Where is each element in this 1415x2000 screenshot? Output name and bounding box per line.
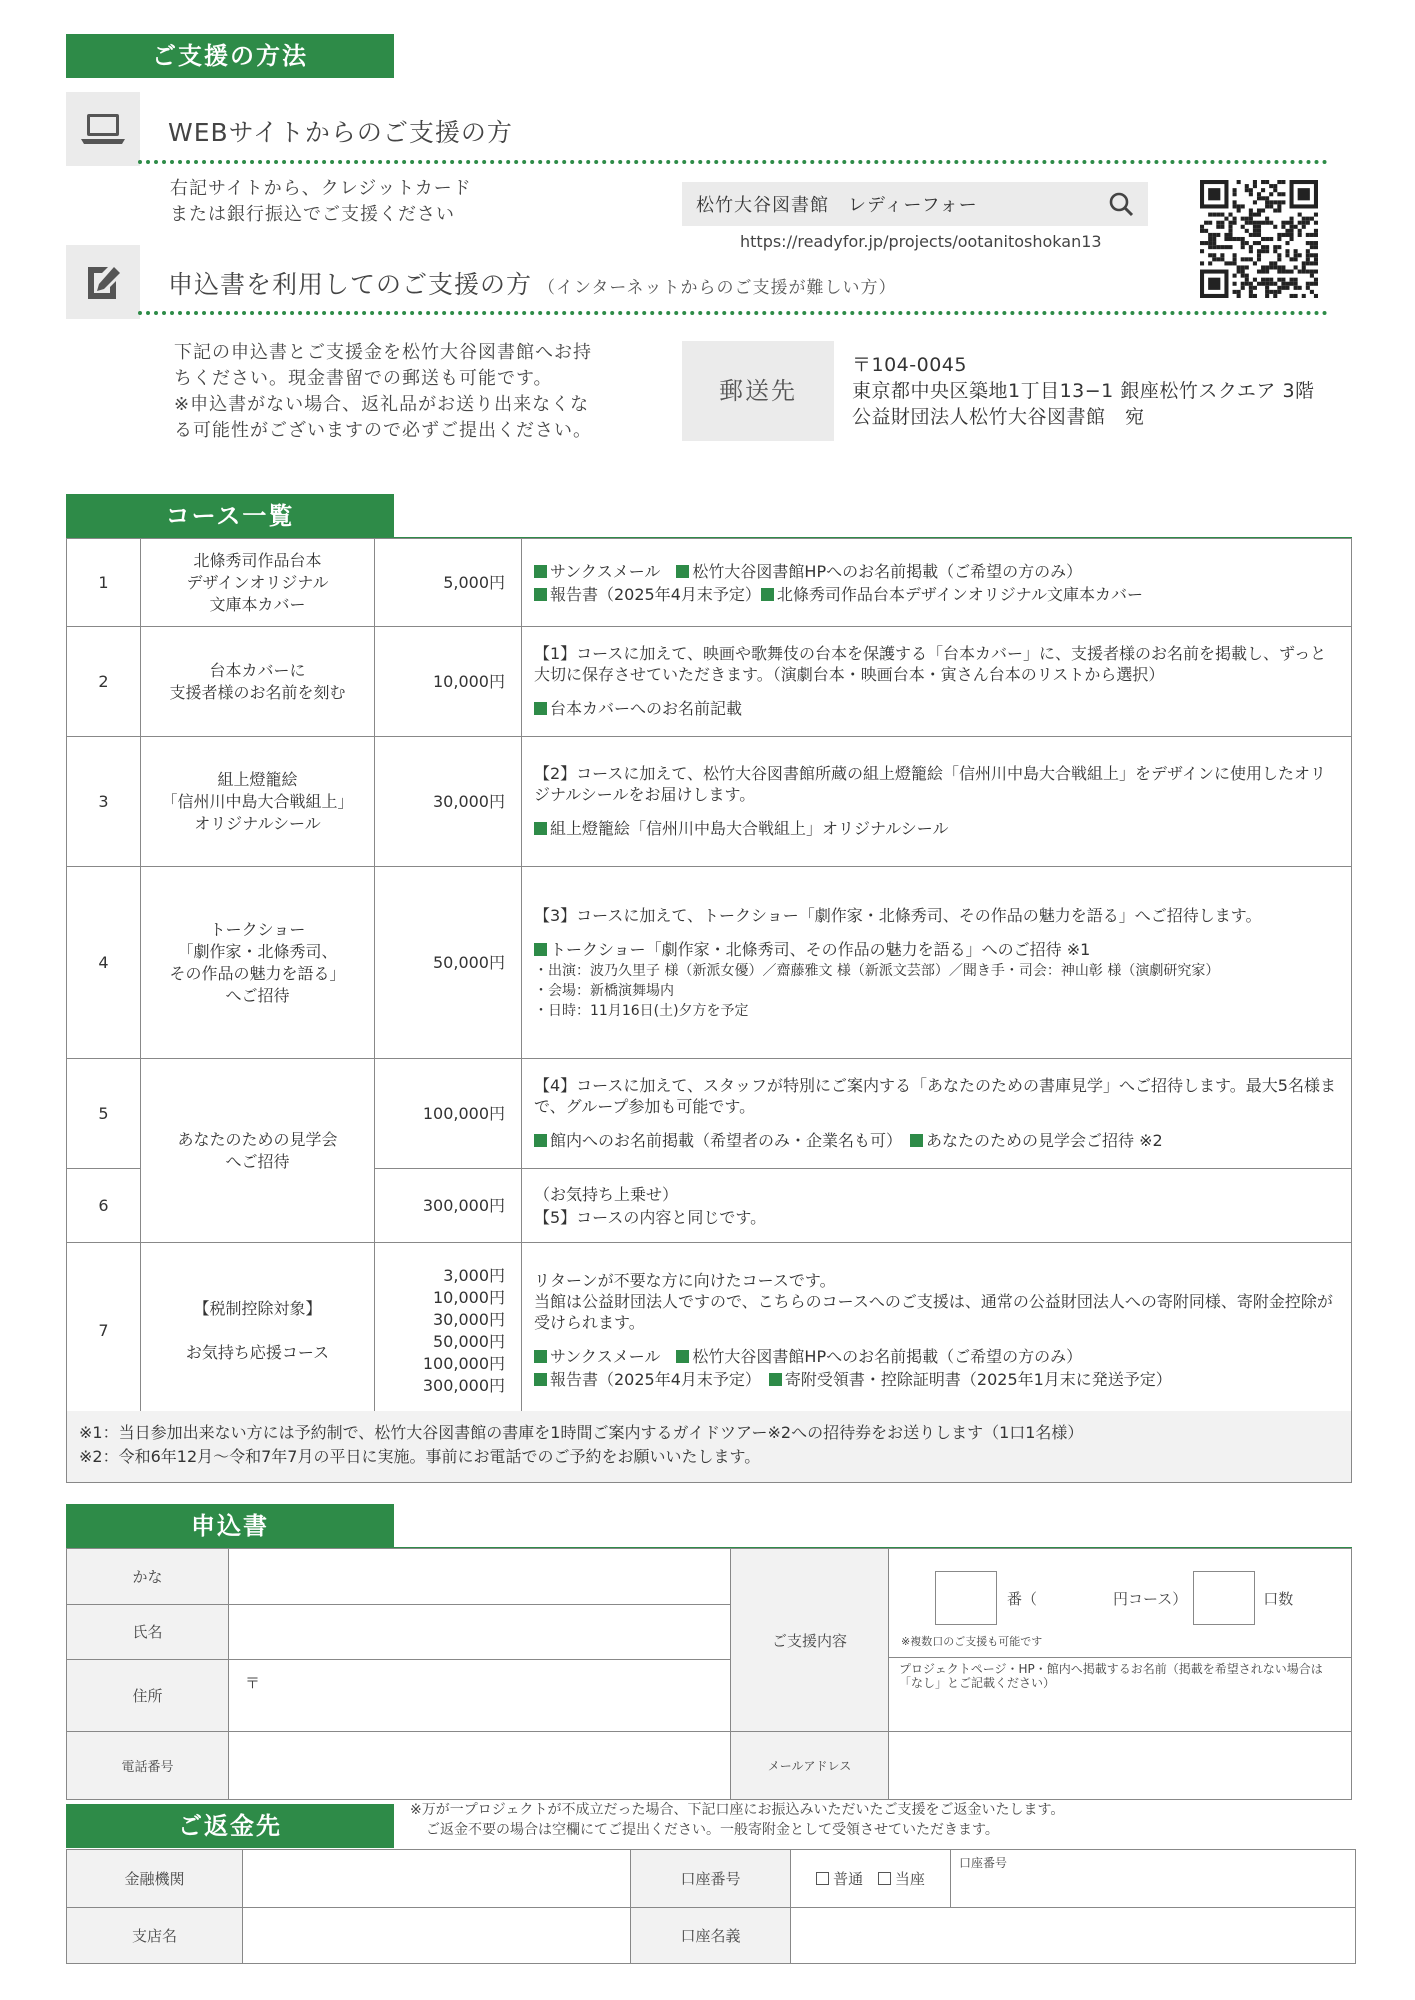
course-name: 【税制控除対象】 お気持ち応援コース	[141, 1243, 375, 1419]
course-number: 2	[67, 627, 141, 737]
course-row-3	[67, 737, 1352, 867]
course-description: リターンが不要な方に向けたコースです。 当館は公益財団法人ですので、こちらのコースへのご支援は、通常の公益財団法人への寄附同様、寄附金控除が受けられます。 サンクスメール 松竹大谷図書館HPへのお名前掲載（ご希望の方のみ） 報告書（2025年4月末予定） 寄附受領書・控除証明書（2025年1月末に発送予定）	[522, 1243, 1352, 1419]
course-row-1	[67, 539, 1352, 627]
address-label: 住所	[67, 1660, 229, 1732]
section-header-application: 申込書	[66, 1504, 394, 1548]
mailing-address	[852, 352, 1315, 430]
kana-field[interactable]	[229, 1549, 731, 1605]
course-name: 台本カバーに 支援者様のお名前を刻む	[141, 627, 375, 737]
mail-support-title: 申込書を利用してのご支援の方 （インターネットからのご支援が難しい方）	[168, 270, 897, 299]
laptop-icon	[79, 109, 127, 149]
course-price: 100,000円	[375, 1059, 522, 1169]
course-number: 3	[67, 737, 141, 867]
course-price: 10,000円	[375, 627, 522, 737]
unit-count-box[interactable]	[1193, 1571, 1255, 1625]
dotted-divider	[138, 160, 1328, 164]
course-row-4	[67, 867, 1352, 1059]
recipient-line: 公益財団法人松竹大谷図書館 宛	[852, 406, 1145, 428]
course-description: 【4】コースに加えて、スタッフが特別にご案内する「あなたのための書庫見学」へご招待します。最大5名様まで、グループ参加も可能です。 館内へのお名前掲載（希望者のみ・企業名も可） あなたのための見学会ご招待 ※2	[522, 1059, 1352, 1169]
phone-field[interactable]	[229, 1732, 731, 1800]
course-number: 5	[67, 1059, 141, 1169]
course-number: 1	[67, 539, 141, 627]
course-number-box[interactable]	[935, 1571, 997, 1625]
course-row-5	[67, 1059, 1352, 1169]
address-field[interactable]: 〒	[229, 1660, 731, 1732]
phone-label: 電話番号	[67, 1732, 229, 1800]
section-header-course-list: コース一覧	[66, 494, 394, 538]
search-icon[interactable]	[1108, 191, 1134, 217]
note-2: ※2：令和6年12月～令和7年7月の平日に実施。事前にお電話でのご予約をお願いいたします。	[79, 1447, 761, 1466]
search-bar[interactable]	[682, 182, 1148, 226]
futsu-checkbox[interactable]	[816, 1872, 829, 1885]
course-table	[66, 538, 1352, 1419]
dotted-divider	[138, 311, 1328, 315]
bank-field[interactable]	[243, 1850, 631, 1908]
course-notes	[66, 1411, 1352, 1483]
branch-field[interactable]	[243, 1908, 631, 1964]
account-holder-field[interactable]	[791, 1908, 1356, 1964]
course-description: サンクスメール 松竹大谷図書館HPへのお名前掲載（ご希望の方のみ） 報告書（2025年4月末予定） 北條秀司作品台本デザインオリジナル文庫本カバー	[522, 539, 1352, 627]
address-line: 東京都中央区築地1丁目13−1 銀座松竹スクエア 3階	[852, 380, 1315, 402]
branch-label: 支店名	[67, 1908, 243, 1964]
project-url[interactable]: https://readyfor.jp/projects/ootanitoshokan13	[740, 232, 1102, 251]
course-price: 30,000円	[375, 737, 522, 867]
course-number: 4	[67, 867, 141, 1059]
account-number-field[interactable]: 口座番号	[951, 1850, 1356, 1908]
course-row-2	[67, 627, 1352, 737]
pen-form-icon	[80, 259, 126, 305]
account-type-options: 普通 当座	[791, 1850, 951, 1908]
web-support-description: 右記サイトから、クレジットカード または銀行振込でご支援ください	[170, 178, 472, 225]
refund-form	[66, 1849, 1356, 1964]
form-icon-box	[66, 245, 140, 319]
course-price-list: 3,000円 10,000円 30,000円 50,000円 100,000円 300,000円	[375, 1243, 522, 1419]
qr-code	[1200, 180, 1318, 298]
course-description: 【1】コースに加えて、映画や歌舞伎の台本を保護する「台本カバー」に、支援者様のお名前を掲載し、ずっと大切に保存させていただきます。（演劇台本・映画台本・寅さん台本のリストから選択） 台本カバーへのお名前記載	[522, 627, 1352, 737]
mail-support-description: 下記の申込書とご支援金を松竹大谷図書館へお持 ちください。現金書留での郵送も可能です。 ※申込書がない場合、返礼品がお送り出来なくな る可能性がございますので必ずご提出ください。	[174, 342, 592, 441]
note-1: ※1：当日参加出来ない方には予約制で、松竹大谷図書館の書庫を1時間ご案内するガイドツアー※2への招待券をお送りします（1口1名様）	[79, 1423, 1084, 1442]
course-number: 7	[67, 1243, 141, 1419]
course-select-row: 番（ 円コース） 口数	[889, 1549, 1351, 1629]
refund-note: ※万が一プロジェクトが不成立だった場合、下記口座にお振込みいただいたご支援をご返金いたします。 ご返金不要の場合は空欄にてご提出ください。一般寄附金として受領させていただきます。	[410, 1802, 1065, 1838]
search-text: 松竹大谷図書館 レディーフォー	[696, 195, 978, 216]
support-content-label: ご支援内容	[731, 1549, 889, 1732]
course-description: 【2】コースに加えて、松竹大谷図書館所蔵の組上燈籠絵「信州川中島大合戦組上」をデザインに使用したオリジナルシールをお届けします。 組上燈籠絵「信州川中島大合戦組上」オリジナルシール	[522, 737, 1352, 867]
postal-code: 〒104-0045	[852, 354, 967, 376]
course-description: （お気持ち上乗せ） 【5】コースの内容と同じです。	[522, 1169, 1352, 1243]
application-form	[66, 1548, 1352, 1800]
multi-unit-note: ※複数口のご支援も可能です	[901, 1635, 1043, 1648]
support-content-cell	[889, 1549, 1352, 1732]
course-name: あなたのための見学会 へご招待	[141, 1059, 375, 1243]
laptop-icon-box	[66, 92, 140, 166]
course-price: 50,000円	[375, 867, 522, 1059]
publish-name-field[interactable]: プロジェクトページ・HP・館内へ掲載するお名前（掲載を希望されない場合は「なし」とご記載ください）	[889, 1657, 1351, 1731]
account-holder-label: 口座名義	[631, 1908, 791, 1964]
toza-checkbox[interactable]	[878, 1872, 891, 1885]
section-header-support-methods: ご支援の方法	[66, 34, 394, 78]
bank-label: 金融機関	[67, 1850, 243, 1908]
email-field[interactable]	[889, 1732, 1352, 1800]
course-name: 組上燈籠絵 「信州川中島大合戦組上」 オリジナルシール	[141, 737, 375, 867]
course-name: 北條秀司作品台本 デザインオリジナル 文庫本カバー	[141, 539, 375, 627]
course-price: 5,000円	[375, 539, 522, 627]
qr-code-image	[1200, 180, 1318, 298]
web-support-title: WEBサイトからのご支援の方	[168, 118, 513, 147]
account-type-label: 口座番号	[631, 1850, 791, 1908]
name-field[interactable]	[229, 1604, 731, 1660]
section-header-refund: ご返金先	[66, 1804, 394, 1848]
course-price: 300,000円	[375, 1169, 522, 1243]
course-description: 【3】コースに加えて、トークショー「劇作家・北條秀司、その作品の魅力を語る」へご招待します。 トークショー「劇作家・北條秀司、その作品の魅力を語る」へのご招待 ※1 ・出演：波乃久里子 様（新派女優）／齋藤雅文 様（新派文芸部）／聞き手・司会：神山彰 様（演劇研究家） ・会場：新橋演舞場内 ・日時：11月16日(土)夕方を予定	[522, 867, 1352, 1059]
course-name: トークショー 「劇作家・北條秀司、 その作品の魅力を語る」 へご招待	[141, 867, 375, 1059]
course-row-7	[67, 1243, 1352, 1419]
mailing-address-label: 郵送先	[682, 341, 834, 441]
kana-label: かな	[67, 1549, 229, 1605]
name-label: 氏名	[67, 1604, 229, 1660]
course-number: 6	[67, 1169, 141, 1243]
email-label: メールアドレス	[731, 1732, 889, 1800]
